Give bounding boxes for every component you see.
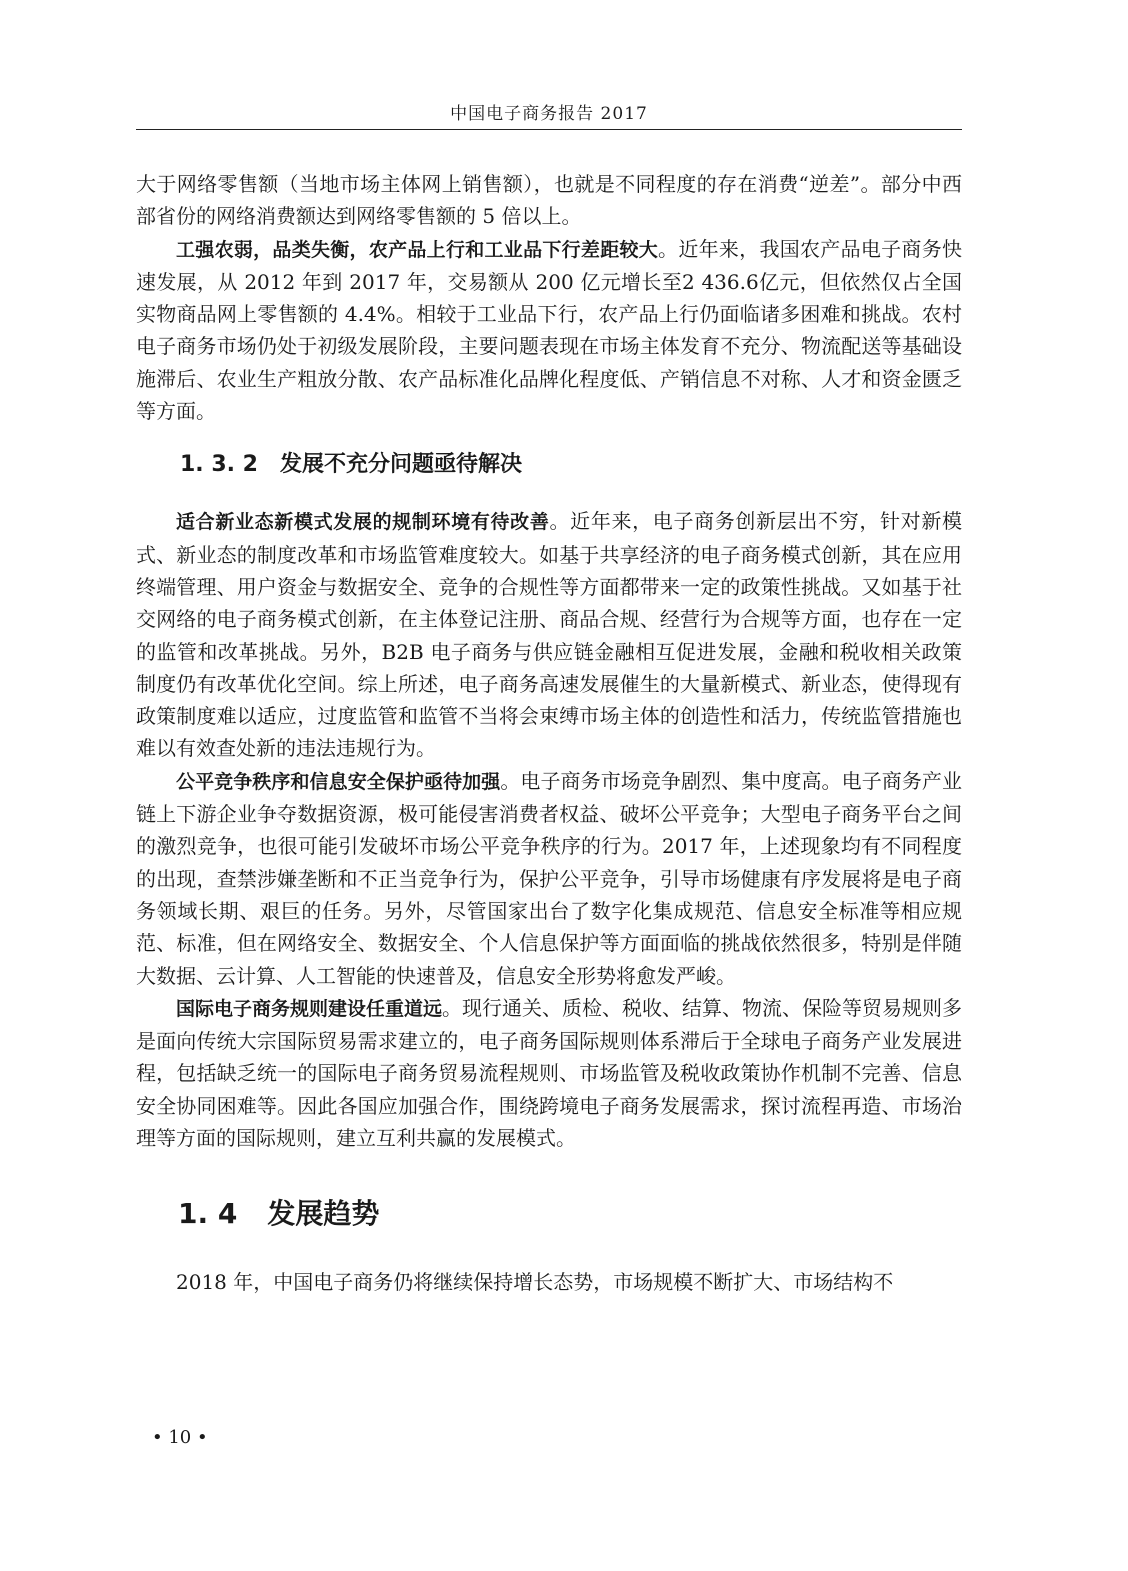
paragraph-lead: 公平竞争秩序和信息安全保护亟待加强 <box>176 770 501 793</box>
section-number: 1. 3. 2 <box>180 452 258 478</box>
paragraph-continuation <box>136 168 962 233</box>
paragraph-text: 2018 年，中国电子商务仍将继续保持增长态势，市场规模不断扩大、市场结构不 <box>176 1270 894 1295</box>
paragraph-lead: 适合新业态新模式发展的规制环境有待改善 <box>176 511 550 534</box>
paragraph-text: 。电子商务市场竞争剧烈、集中度高。电子商务产业链上下游企业争夺数据资源，极可能侵害消费者权益、破坏公平竞争；大型电子商务平台之间的激烈竞争，也很可能引发破坏市场公平竞争秩序的行为。2017 年，上述现象均有不同程度的出现，查禁涉嫌垄断和不正当竞争行为，保护公平竞争，引导市场健康有序发展将是电子商务领域长期、艰巨的任务。另外，尽管国家出台了数字化集成规范、信息安全标准等相应规范、标准，但在网络安全、数据安全、个人信息保护等方面面临的挑战依然很多，特别是伴随大数据、云计算、人工智能的快速普及，信息安全形势将愈发严峻。 <box>136 768 962 988</box>
paragraph-text: 。近年来，我国农产品电子商务快速发展，从 2012 年到 2017 年，交易额从 200 亿元增长至2 436.6亿元，但依然仅占全国实物商品网上零售额的 4.4%。相较于工业品下行，农产品上行仍面临诸多困难和挑战。农村电子商务市场仍处于初级发展阶段，主要问题表现在市场主体发育不充分、物流配送等基础设施滞后、农业生产粗放分散、农产品标准化品牌化程度低、产销信息不对称、人才和资金匮乏等方面。 <box>136 236 962 424</box>
paragraph-text: 。现行通关、质检、税收、结算、物流、保险等贸易规则多是面向传统大宗国际贸易需求建立的，电子商务国际规则体系滞后于全球电子商务产业发展进程，包括缺乏统一的国际电子商务贸易流程规则、市场监管及税收政策协作机制不完善、信息安全协同困难等。因此各国应加强合作，围绕跨境电子商务发展需求，探讨流程再造、市场治理等方面的国际规则，建立互利共赢的发展模式。 <box>136 995 963 1151</box>
paragraph-trends <box>136 1266 962 1298</box>
running-header: 中国电子商务报告 2017 <box>450 104 648 124</box>
paragraph-text: 。近年来，电子商务创新层出不穷，针对新模式、新业态的制度改革和市场监管难度较大。如基于共享经济的电子商务模式创新，其在应用终端管理、用户资金与数据安全、竞争的合规性等方面都带来一定的政策性挑战。又如基于社交网络的电子商务模式创新，在主体登记注册、商品合规、经营行为合规等方面，也存在一定的监管和改革挑战。另外，B2B 电子商务与供应链金融相互促进发展，金融和税收相关政策制度仍有改革优化空间。综上所述，电子商务高速发展催生的大量新模式、新业态，使得现有政策制度难以适应，过度监管和监管不当将会束缚市场主体的创造性和活力，传统监管措施也难以有效查处新的违法违规行为。 <box>136 509 962 761</box>
body-text <box>136 168 962 1299</box>
paragraph-lead: 工强农弱，品类失衡，农产品上行和工业品下行差距较大 <box>176 238 659 261</box>
section-heading-1-4 <box>136 1196 962 1232</box>
paragraph-agri-gap <box>136 233 962 428</box>
paragraph-regulation <box>136 505 962 764</box>
section-title: 发展不充分问题亟待解决 <box>279 452 522 478</box>
paragraph-text: 大于网络零售额（当地市场主体网上销售额），也就是不同程度的存在消费“逆差”。部分中西部省份的网络消费额达到网络零售额的 5 倍以上。 <box>136 172 962 229</box>
paragraph-competition-security <box>136 765 962 992</box>
header-rule <box>136 129 962 130</box>
section-title: 发展趋势 <box>267 1197 380 1231</box>
paragraph-lead: 国际电子商务规则建设任重道远 <box>176 997 443 1020</box>
section-heading-1-3-2 <box>136 449 962 481</box>
section-number: 1. 4 <box>178 1197 238 1231</box>
paragraph-international-rules <box>136 992 962 1154</box>
page-number: • 10 • <box>152 1427 208 1448</box>
